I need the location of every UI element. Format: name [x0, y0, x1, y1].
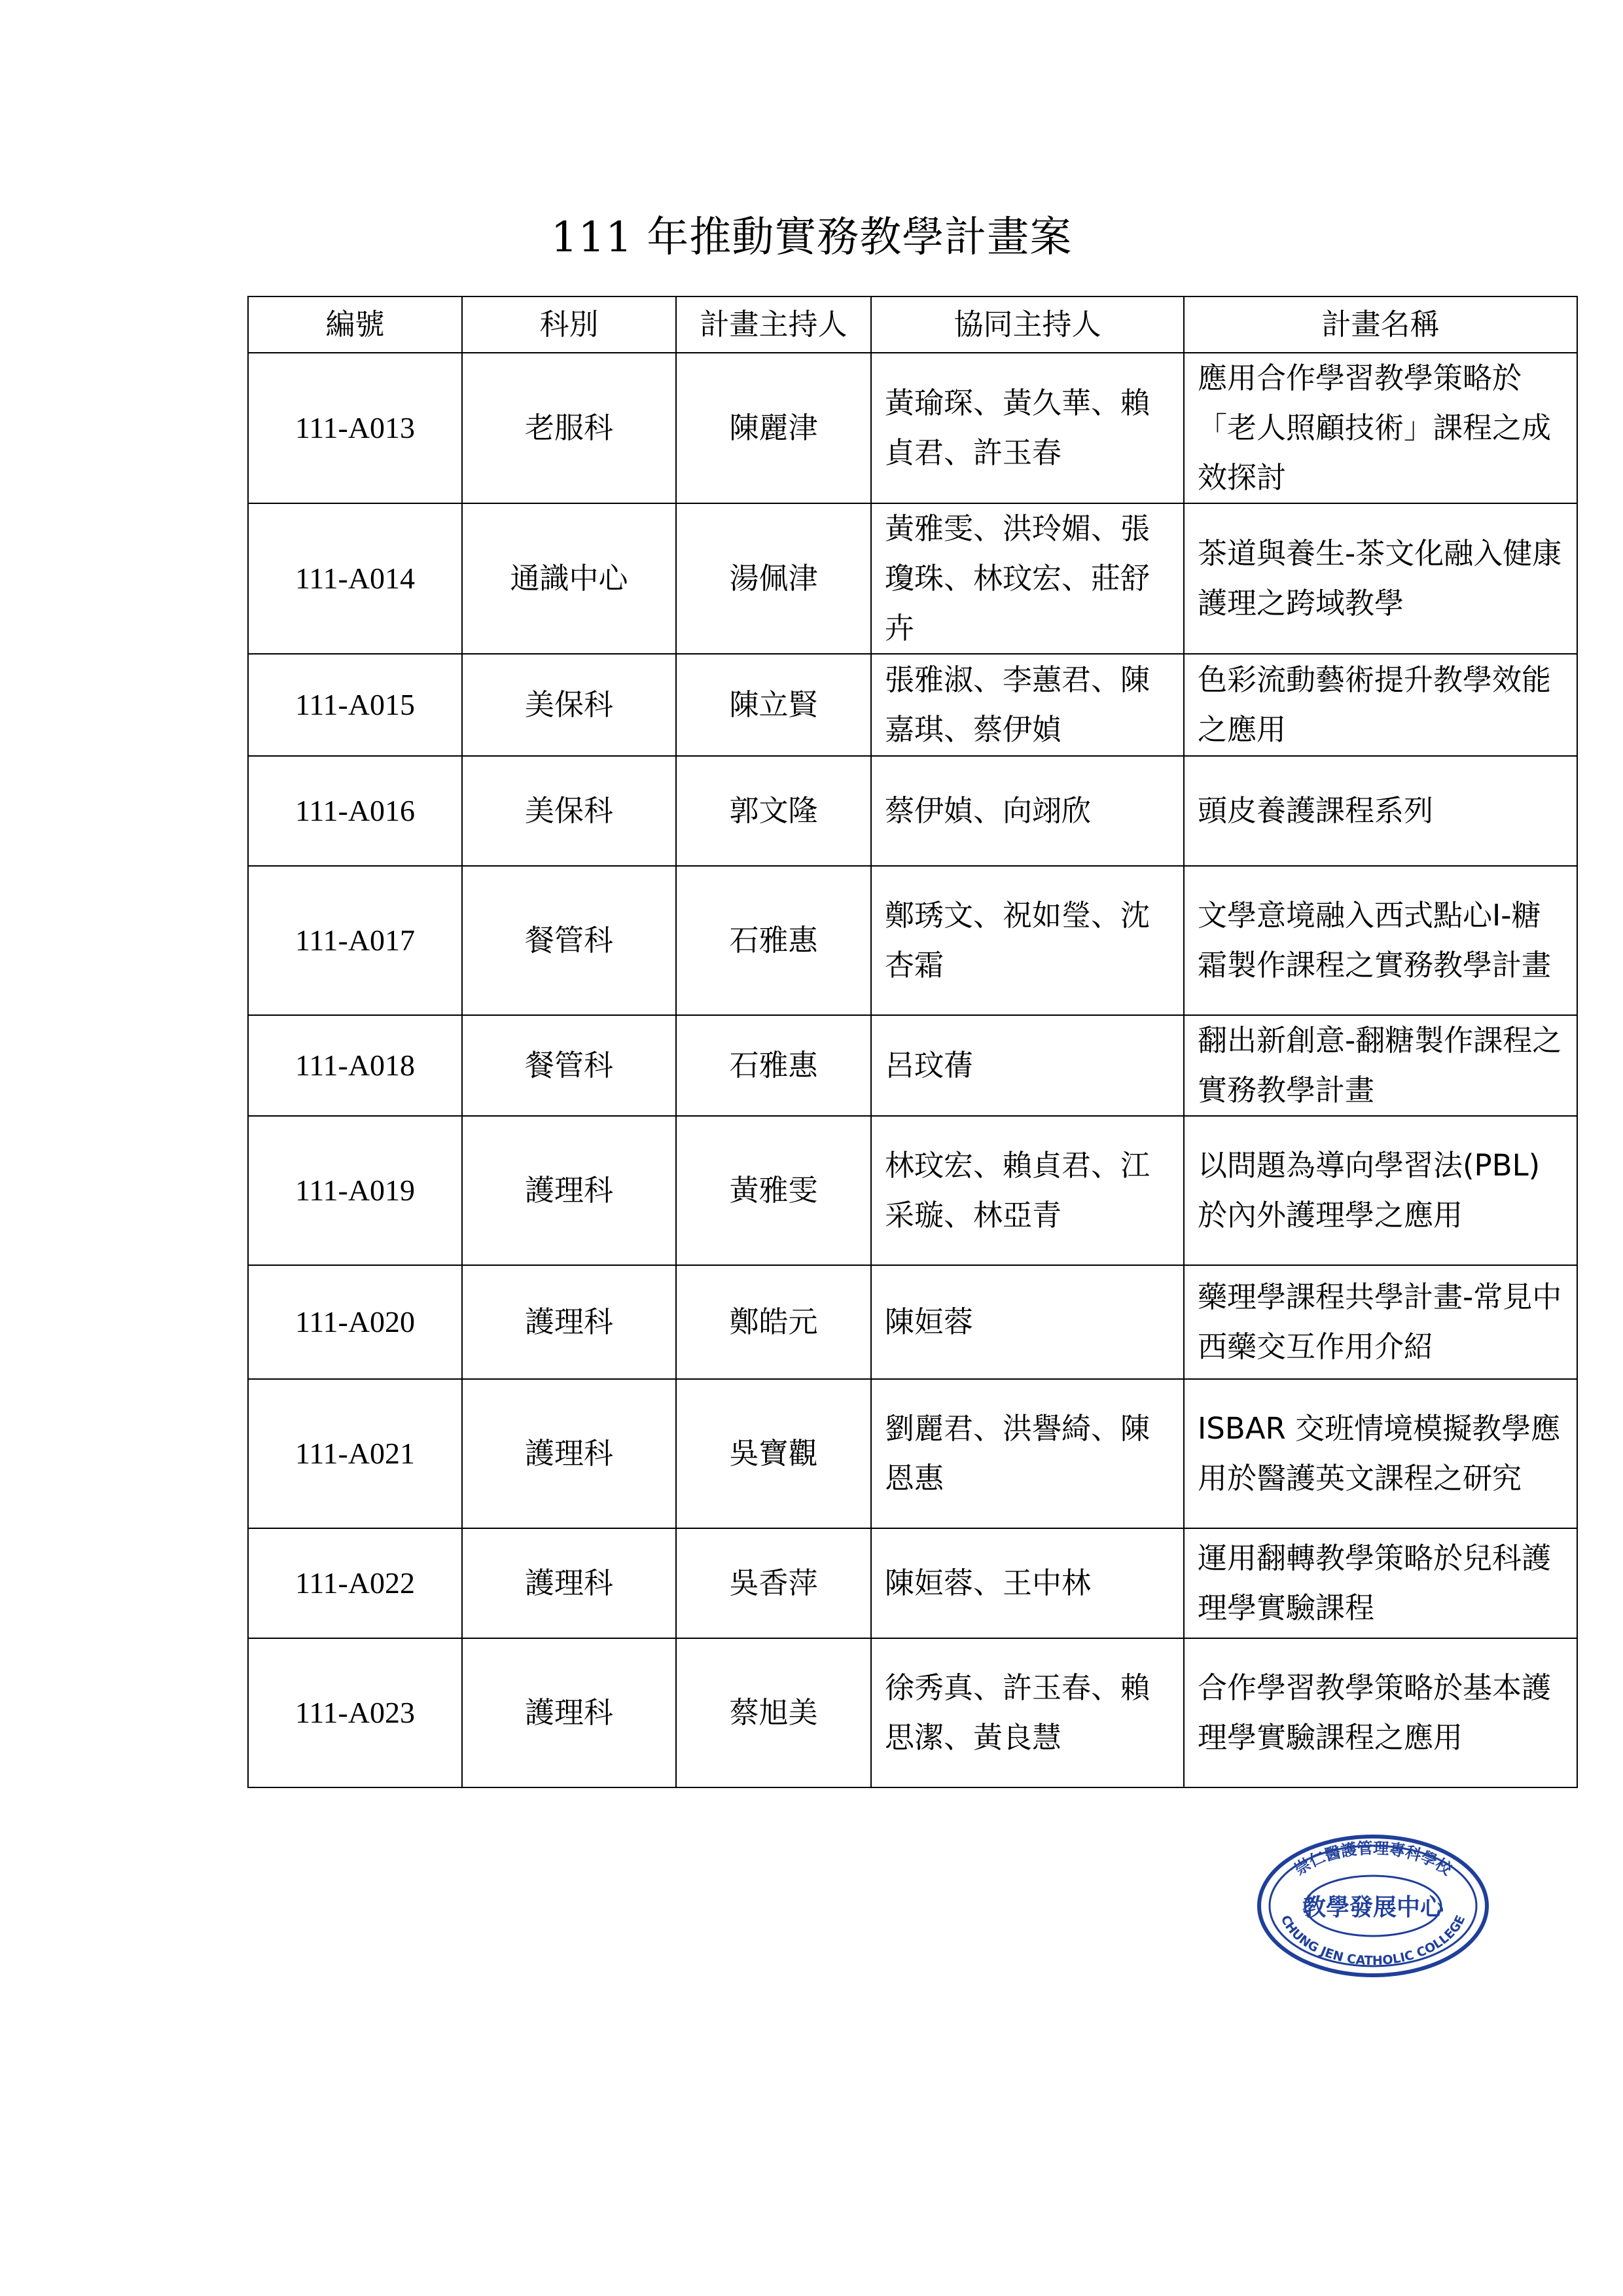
header-host: 計畫主持人 — [676, 296, 871, 353]
cell-dept: 餐管科 — [462, 1015, 676, 1116]
seal-bottom-text: CHUNG JEN CATHOLIC COLLEGE — [1277, 1912, 1469, 1969]
seal-center-text: 教學發展中心 — [1302, 1893, 1444, 1921]
cell-plan-name: 頭皮養護課程系列 — [1184, 756, 1577, 866]
cell-co-host: 鄭琇文、祝如瑩、沈杏霜 — [871, 866, 1184, 1015]
cell-id: 111-A017 — [248, 866, 462, 1015]
cell-id: 111-A015 — [248, 654, 462, 756]
cell-plan-name: 運用翻轉教學策略於兒科護理學實驗課程 — [1184, 1528, 1577, 1638]
table-row — [248, 503, 1577, 654]
cell-co-host: 呂玟蒨 — [871, 1015, 1184, 1116]
cell-dept: 餐管科 — [462, 866, 676, 1015]
cell-co-host: 黃雅雯、洪玲媚、張瓊珠、林玟宏、莊舒卉 — [871, 503, 1184, 654]
table-row — [248, 1015, 1577, 1116]
cell-co-host: 黃瑜琛、黃久華、賴貞君、許玉春 — [871, 353, 1184, 503]
cell-plan-name: ISBAR 交班情境模擬教學應用於醫護英文課程之研究 — [1184, 1379, 1577, 1528]
header-plan-name: 計畫名稱 — [1184, 296, 1577, 353]
cell-plan-name: 文學意境融入西式點心I-糖霜製作課程之實務教學計畫 — [1184, 866, 1577, 1015]
cell-host: 陳立賢 — [676, 654, 871, 756]
cell-plan-name: 翻出新創意-翻糖製作課程之實務教學計畫 — [1184, 1015, 1577, 1116]
table-row — [248, 1638, 1577, 1787]
table-row — [248, 654, 1577, 756]
cell-id: 111-A016 — [248, 756, 462, 866]
cell-dept: 護理科 — [462, 1379, 676, 1528]
header-dept: 科別 — [462, 296, 676, 353]
plan-table — [247, 296, 1578, 1788]
cell-id: 111-A013 — [248, 353, 462, 503]
cell-dept: 美保科 — [462, 756, 676, 866]
cell-plan-name: 色彩流動藝術提升教學效能之應用 — [1184, 654, 1577, 756]
cell-plan-name: 合作學習教學策略於基本護理學實驗課程之應用 — [1184, 1638, 1577, 1787]
table-header-row — [248, 296, 1577, 353]
cell-dept: 護理科 — [462, 1116, 676, 1265]
table-row — [248, 1528, 1577, 1638]
cell-co-host: 陳姮蓉、王中林 — [871, 1528, 1184, 1638]
cell-host: 石雅惠 — [676, 1015, 871, 1116]
cell-host: 陳麗津 — [676, 353, 871, 503]
cell-co-host: 蔡伊媜、向翊欣 — [871, 756, 1184, 866]
table-row — [248, 1116, 1577, 1265]
cell-id: 111-A019 — [248, 1116, 462, 1265]
cell-plan-name: 茶道與養生-茶文化融入健康護理之跨域教學 — [1184, 503, 1577, 654]
header-co-host: 協同主持人 — [871, 296, 1184, 353]
cell-dept: 護理科 — [462, 1528, 676, 1638]
cell-host: 黃雅雯 — [676, 1116, 871, 1265]
cell-id: 111-A020 — [248, 1265, 462, 1379]
cell-host: 吳香萍 — [676, 1528, 871, 1638]
cell-plan-name: 應用合作學習教學策略於「老人照顧技術」課程之成效探討 — [1184, 353, 1577, 503]
cell-plan-name: 藥理學課程共學計畫-常見中西藥交互作用介紹 — [1184, 1265, 1577, 1379]
cell-host: 湯佩津 — [676, 503, 871, 654]
header-id: 編號 — [248, 296, 462, 353]
cell-co-host: 陳姮蓉 — [871, 1265, 1184, 1379]
page-title: 111 年推動實務教學計畫案 — [550, 213, 1073, 262]
cell-co-host: 張雅淑、李蕙君、陳嘉琪、蔡伊媜 — [871, 654, 1184, 756]
table-row — [248, 756, 1577, 866]
cell-id: 111-A023 — [248, 1638, 462, 1787]
cell-host: 蔡旭美 — [676, 1638, 871, 1787]
cell-id: 111-A021 — [248, 1379, 462, 1528]
cell-co-host: 劉麗君、洪譽綺、陳恩惠 — [871, 1379, 1184, 1528]
cell-host: 吳寶觀 — [676, 1379, 871, 1528]
cell-id: 111-A022 — [248, 1528, 462, 1638]
table-row — [248, 1265, 1577, 1379]
cell-co-host: 林玟宏、賴貞君、江采璇、林亞青 — [871, 1116, 1184, 1265]
table-row — [248, 866, 1577, 1015]
cell-plan-name: 以問題為導向學習法(PBL)於內外護理學之應用 — [1184, 1116, 1577, 1265]
cell-id: 111-A018 — [248, 1015, 462, 1116]
cell-co-host: 徐秀真、許玉春、賴思潔、黃良慧 — [871, 1638, 1184, 1787]
cell-dept: 美保科 — [462, 654, 676, 756]
cell-host: 石雅惠 — [676, 866, 871, 1015]
seal-top-text: 崇仁醫護管理專科學校 — [1291, 1839, 1455, 1879]
cell-id: 111-A014 — [248, 503, 462, 654]
table-row — [248, 353, 1577, 503]
cell-dept: 護理科 — [462, 1265, 676, 1379]
table-row — [248, 1379, 1577, 1528]
cell-dept: 通識中心 — [462, 503, 676, 654]
cell-host: 鄭皓元 — [676, 1265, 871, 1379]
cell-host: 郭文隆 — [676, 756, 871, 866]
college-seal — [1255, 1833, 1491, 1980]
cell-dept: 護理科 — [462, 1638, 676, 1787]
cell-dept: 老服科 — [462, 353, 676, 503]
